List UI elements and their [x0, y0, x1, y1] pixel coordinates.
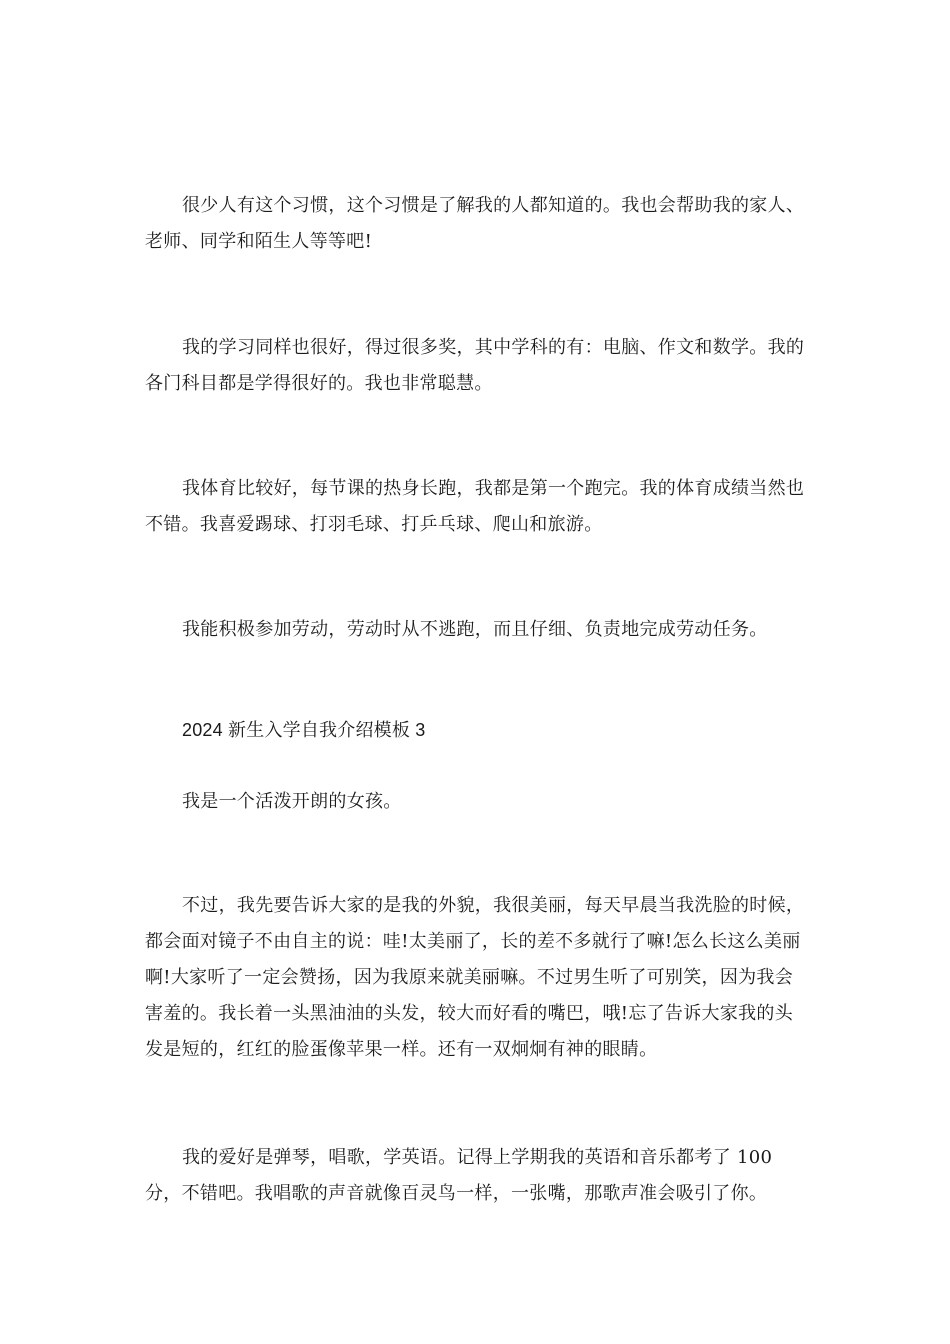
- paragraph-labor: 我能积极参加劳动，劳动时从不逃跑，而且仔细、负责地完成劳动任务。: [182, 619, 768, 640]
- paragraph-sports: 我体育比较好，每节课的热身长跑，我都是第一个跑完。我的体育成绩当然也不错。我喜爱踢球、打羽毛球、打乒乓球、爬山和旅游。: [145, 478, 805, 535]
- paragraph-habit: 很少人有这个习惯，这个习惯是了解我的人都知道的。我也会帮助我的家人、老师、同学和陌生人等等吧!: [145, 195, 805, 252]
- paragraph-hobbies: 我的爱好是弹琴，唱歌，学英语。记得上学期我的英语和音乐都考了 100 分，不错吧。我唱歌的声音就像百灵鸟一样，一张嘴，那歌声准会吸引了你。: [145, 1147, 773, 1204]
- section-heading: 2024 新生入学自我介绍模板 3: [182, 720, 426, 740]
- paragraph-study: 我的学习同样也很好，得过很多奖，其中学科的有：电脑、作文和数学。我的各门科目都是学得很好的。我也非常聪慧。: [145, 337, 805, 394]
- paragraph-intro: 我是一个活泼开朗的女孩。: [182, 791, 402, 812]
- paragraph-appearance: 不过，我先要告诉大家的是我的外貌，我很美丽，每天早晨当我洗脸的时候，都会面对镜子不由自主的说：哇!太美丽了，长的差不多就行了嘛!怎么长这么美丽啊!大家听了一定会赞扬，因为我原来就美丽嘛。不过男生听了可别笑，因为我会害羞的。我长着一头黑油油的头发，较大而好看的嘴巴，哦!忘了告诉大家我的头发是短的，红红的脸蛋像苹果一样。还有一双炯炯有神的眼睛。: [145, 895, 805, 1060]
